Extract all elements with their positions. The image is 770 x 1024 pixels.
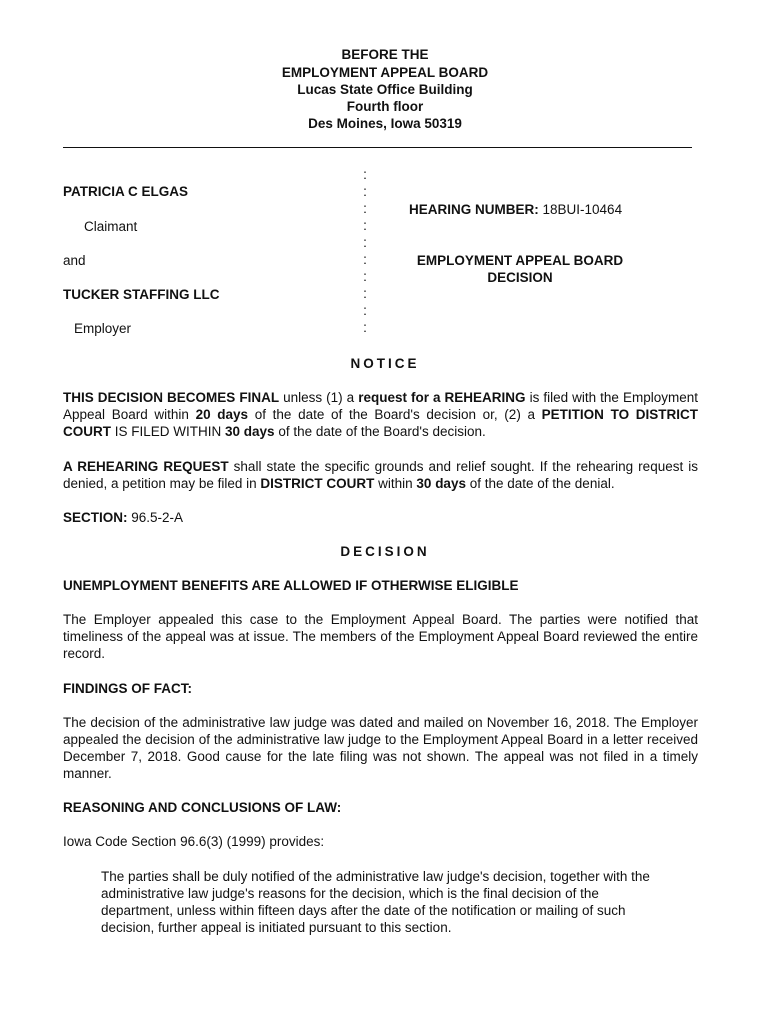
notice-text: is filed with the Employment Appeal Board within [63, 390, 698, 422]
employer-name: TUCKER STAFFING LLC [63, 287, 220, 302]
hearing-number [409, 201, 622, 218]
days-text: 30 days [225, 424, 275, 439]
caption-colon: : [363, 184, 367, 199]
header-line-floor: Fourth floor [346, 99, 424, 114]
notice-paragraph-2 [63, 458, 698, 492]
notice-text: of the date of the denial. [465, 476, 615, 491]
header-line-building: Lucas State Office Building [297, 82, 473, 97]
findings-heading: FINDINGS OF FACT: [63, 681, 192, 696]
reasoning-heading: REASONING AND CONCLUSIONS OF LAW: [63, 800, 342, 815]
notice-text: of the date of the Board's decision or, (2) a [248, 407, 542, 422]
caption-colon: : [363, 320, 367, 335]
decision-heading: DECISION [340, 544, 430, 559]
decision-subheading: UNEMPLOYMENT BENEFITS ARE ALLOWED IF OTHERWISE ELIGIBLE [63, 578, 519, 593]
and-text: and [63, 253, 86, 268]
notice-text: within [374, 476, 417, 491]
caption-colon: : [363, 235, 367, 250]
caption-colon: : [363, 252, 367, 267]
rehearing-request-text: A REHEARING REQUEST [63, 459, 229, 474]
notice-text: shall state the specific grounds and relief sought. If the rehearing request is denied, a petition may be filed in [63, 459, 699, 491]
employer-role: Employer [74, 321, 132, 336]
caption-colon: : [363, 286, 367, 301]
findings-paragraph: The decision of the administrative law judge was dated and mailed on November 16, 2018. The Employer appealed the decision of the administrative law judge to the Employment Appeal Board in a letter received December 7, 2018. Good cause for the late filing was not shown. The appeal was not filed in a timely manner. [63, 715, 698, 781]
code-intro: Iowa Code Section 96.6(3) (1999) provides: [63, 834, 325, 849]
decision-title-line1: EMPLOYMENT APPEAL BOARD [416, 253, 624, 268]
notice-text: of the date of the Board's decision. [274, 424, 486, 439]
decision-title-line2: DECISION [487, 270, 553, 285]
header-line-board: EMPLOYMENT APPEAL BOARD [281, 65, 489, 80]
days-text: 30 days [416, 476, 466, 491]
claimant-role: Claimant [84, 219, 138, 234]
caption-colon: : [363, 269, 367, 284]
decision-paragraph: The Employer appealed this case to the Employment Appeal Board. The parties were notified that timeliness of the appeal was at issue. The members of the Employment Appeal Board reviewed the entire record. [63, 612, 698, 661]
hearing-number-value: 18BUI-10464 [542, 202, 623, 217]
notice-heading: NOTICE [350, 356, 420, 371]
claimant-name: PATRICIA C ELGAS [63, 184, 189, 199]
hearing-number-label: HEARING NUMBER: [409, 202, 539, 217]
notice-text: IS FILED WITHIN [111, 424, 226, 439]
header-divider [63, 147, 692, 148]
caption-colon: : [363, 167, 367, 182]
header-line-city: Des Moines, Iowa 50319 [308, 116, 462, 131]
final-text: THIS DECISION BECOMES FINAL [63, 390, 280, 405]
section-label: SECTION: [63, 510, 128, 525]
code-quote: The parties shall be duly notified of the administrative law judge's decision, together with the administrative law judge's reasons for the decision, which is the final decision of the department, unless within fifteen days after the date of the notification or mailing of such decision, further appeal is initiated pursuant to this section. [101, 869, 650, 935]
section-value: 96.5-2-A [127, 510, 184, 525]
notice-text: unless (1) a [279, 390, 359, 405]
section-line [63, 509, 183, 526]
days-text: 20 days [195, 407, 249, 422]
header-line-before-the: BEFORE THE [341, 47, 429, 62]
caption-colon: : [363, 218, 367, 233]
caption-colon: : [363, 201, 367, 216]
notice-paragraph-1 [63, 389, 698, 440]
petition-text: PETITION TO DISTRICT COURT [63, 407, 698, 439]
district-court-text: DISTRICT COURT [260, 476, 375, 491]
caption-colon: : [363, 303, 367, 318]
rehearing-text: request for a REHEARING [358, 390, 526, 405]
